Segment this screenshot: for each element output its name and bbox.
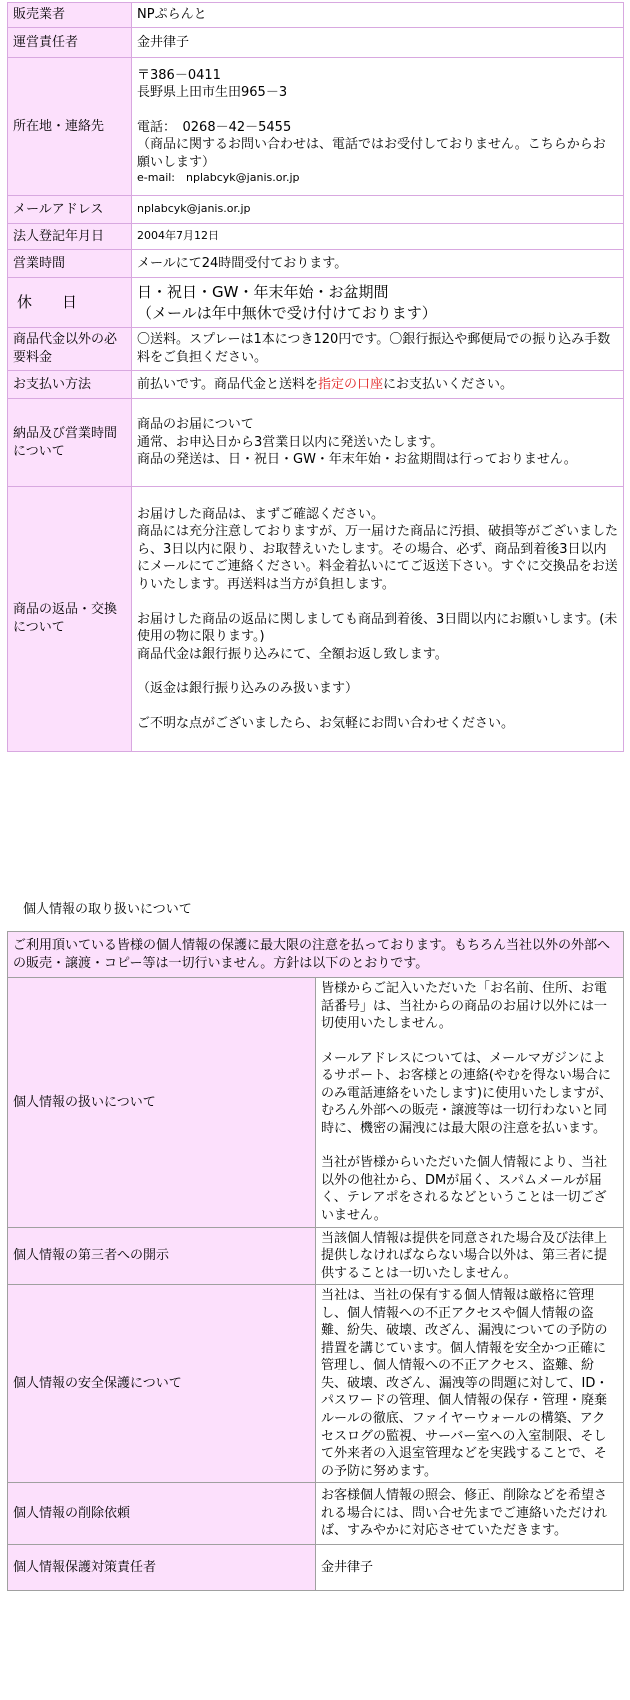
table-row — [8, 28, 624, 58]
table-row — [8, 978, 624, 1228]
officer-value: 金井律子 — [316, 1545, 624, 1591]
handling-name-address: 皆様からご記入いただいた「お名前、住所、お電話番号」は、当社からの商品のお届け以外には一切使用いたしません。 — [321, 981, 608, 1032]
returns-value — [132, 487, 624, 752]
hours-label: 営業時間 — [8, 250, 132, 278]
table-row — [8, 1483, 624, 1545]
holiday-days: 日・祝日・GW・年末年始・お盆期間 — [137, 283, 389, 302]
table-row — [8, 196, 624, 224]
returns-exchange: 商品には充分注意しておりますが、万一届けた商品に汚損、破損等がございましたら、3日以内に限り、お取替えいたします。その場合、必ず、商品到着後3日以内にメールにてご連絡ください。料金着払いにてご返送下さい。すぐに交換品をお送りいたします。再送料は当方が負担します。 — [137, 524, 619, 592]
table-row — [8, 58, 624, 196]
bank-account-link[interactable]: 指定の口座 — [317, 376, 383, 392]
table-row — [8, 1545, 624, 1591]
officer-label: 個人情報保護対策責任者 — [8, 1545, 316, 1591]
hours-value: メールにて24時間受付ております。 — [132, 250, 624, 278]
registered-label: 法人登記年月日 — [8, 224, 132, 250]
delivery-closed-days: 商品の発送は、日・祝日・GW・年末年始・お盆期間は行っておりません。 — [137, 452, 577, 468]
seller-label: 販売業者 — [8, 3, 132, 28]
table-row — [8, 224, 624, 250]
fees-label: 商品代金以外の必要料金 — [8, 328, 132, 371]
manager-value: 金井律子 — [132, 28, 624, 58]
disclosure-label: 個人情報の第三者への開示 — [8, 1227, 316, 1285]
phone-text: 電話： 0268－42－5455 — [137, 119, 292, 135]
handling-label: 個人情報の扱いについて — [8, 978, 316, 1228]
payment-text-before: 前払いです。商品代金と送料を — [137, 376, 318, 392]
handling-no-spam: 当社が皆様からいただいた個人情報により、当社以外の他社から、DMが届く、スパムメールが届く、テレアポをされるなどということは一切ございません。 — [321, 1155, 608, 1224]
disclosure-value: 当該個人情報は提供を同意された場合及び法律上提供しなければならない場合以外は、第三者に提供することは一切いたしません。 — [316, 1227, 624, 1285]
address-value — [132, 58, 624, 196]
registered-value: 2004年7月12日 — [132, 224, 624, 250]
returns-check: お届けした商品は、まずご確認ください。 — [137, 506, 385, 522]
payment-label: お支払い方法 — [8, 371, 132, 399]
deletion-label: 個人情報の削除依頼 — [8, 1483, 316, 1545]
seller-value: NPぷらんと — [132, 3, 624, 28]
delivery-label: 納品及び営業時間について — [8, 399, 132, 487]
returns-contact: ご不明な点がございましたら、お気軽にお問い合わせください。 — [137, 715, 515, 731]
returns-refund-note: （返金は銀行振り込みのみ扱います） — [137, 681, 359, 697]
table-row — [8, 487, 624, 752]
handling-value — [316, 978, 624, 1228]
holiday-note: （メールは年中無休で受け付けております） — [137, 303, 437, 322]
privacy-table — [7, 931, 624, 1591]
payment-value — [132, 371, 624, 399]
security-value: 当社は、当社の保有する個人情報は厳格に管理し、個人情報への不正アクセスや個人情報の盗難、紛失、破壊、改ざん、漏洩についての予防の措置を講じています。個人情報を安全かつ正確に管理し、個人情報への不正アクセス、盗難、紛失、破壊、改ざん、漏洩等の問題に対して、ID・パスワードの管理、個人情報の保存・管理・廃棄ルールの徹底、ファイヤーウォールの構築、アクセスログの監視、サーバー室への入室制限、そして外来者の入退室管理などを実践することで、その予防に努めます。 — [316, 1285, 624, 1483]
email-line: e-mail: nplabcyk@janis.or.jp — [137, 171, 300, 185]
mail-link[interactable]: nplabcyk@janis.or.jp — [132, 196, 624, 224]
handling-email: メールアドレスについては、メールマガジンによるサポート、お客様との連絡(やむを得ない場合にのみ電話連絡をいたします)に使用いたしますが、むろん外部への販売・譲渡等は一切行わないと同時に、機密の漏洩には最大限の注意を払います。 — [321, 1050, 613, 1136]
delivery-heading: 商品のお届について — [137, 417, 254, 433]
returns-label: 商品の返品・交換について — [8, 487, 132, 752]
table-row — [8, 250, 624, 278]
table-row — [8, 932, 624, 978]
fees-value: 〇送料。スプレーは1本につき120円です。〇銀行振込や郵便局での振り込み手数料をご負担ください。 — [132, 328, 624, 371]
table-row — [8, 371, 624, 399]
holiday-label: 休 日 — [8, 278, 132, 328]
returns-refund: 商品代金は銀行振り込みにて、全額お返し致します。 — [137, 646, 448, 662]
privacy-intro: ご利用頂いている皆様の個人情報の保護に最大限の注意を払っております。もちろん当社以外の外部への販売・譲渡・コピー等は一切行いません。方針は以下のとおりです。 — [8, 932, 624, 978]
address-text: 長野県上田市生田965－3 — [137, 85, 288, 101]
address-label: 所在地・連絡先 — [8, 58, 132, 196]
security-label: 個人情報の安全保護について — [8, 1285, 316, 1483]
delivery-value — [132, 399, 624, 487]
mail-label: メールアドレス — [8, 196, 132, 224]
phone-note: （商品に関するお問い合わせは、電話ではお受付しておりません。こちらからお願いします） — [137, 137, 606, 170]
table-row — [8, 399, 624, 487]
privacy-section-title: 個人情報の取り扱いについて — [23, 902, 192, 917]
returns-return: お届けした商品の返品に関しましても商品到着後、3日間以内にお願いします。(未使用の物に限ります。) — [137, 611, 618, 645]
table-row — [8, 3, 624, 28]
deletion-value: お客様個人情報の照会、修正、削除などを希望される場合には、問い合せ先までご連絡いただければ、すみやかに対応させていただきます。 — [316, 1483, 624, 1545]
delivery-normal: 通常、お申込日から3営業日以内に発送いたします。 — [137, 434, 444, 450]
holiday-value — [132, 278, 624, 328]
manager-label: 運営責任者 — [8, 28, 132, 58]
postal-code: 〒386－0411 — [137, 67, 221, 83]
table-row — [8, 1285, 624, 1483]
table-row — [8, 278, 624, 328]
payment-text-after: にお支払いください。 — [382, 376, 513, 392]
table-row — [8, 1227, 624, 1285]
shop-info-table — [7, 2, 624, 752]
table-row — [8, 328, 624, 371]
